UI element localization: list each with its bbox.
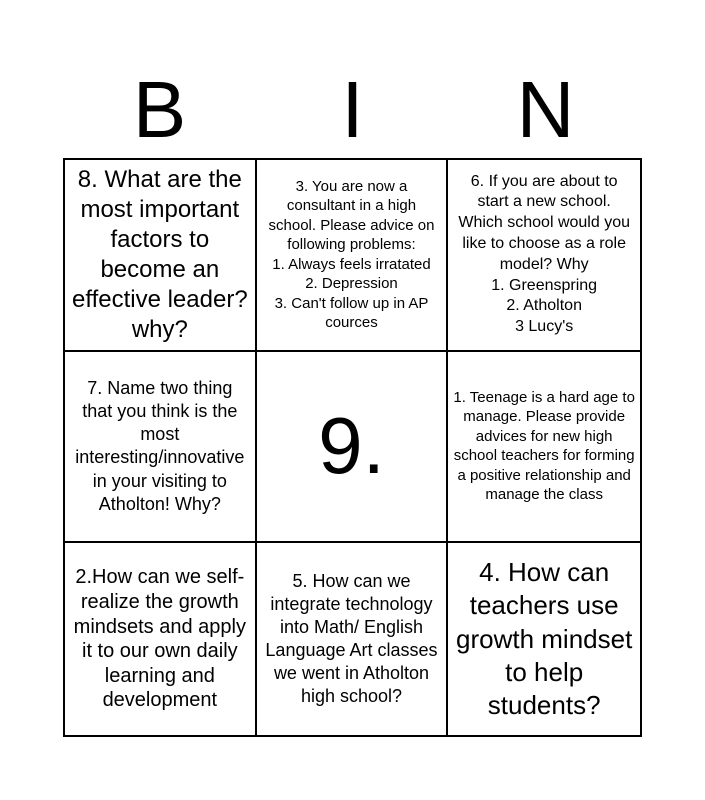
bingo-header (63, 62, 642, 158)
cell-text: 4. How can teachers use growth mindset to help students? (456, 557, 633, 721)
bingo-cell-r2c3[interactable] (448, 352, 640, 544)
bingo-grid (63, 158, 642, 737)
bingo-cell-r2c2-free[interactable] (257, 352, 449, 544)
cell-text: 2.How can we self-realize the growth mindsets and apply it to our own daily learning and development (73, 566, 246, 712)
header-letter-i: I (341, 65, 364, 154)
bingo-cell-r1c1[interactable] (65, 160, 257, 352)
cell-text: 8. What are the most important factors to become an effective leader? why? (71, 165, 248, 343)
cell-text: 1. Teenage is a hard age to manage. Please provide advices for new high school teachers for forming a positive relationship and manage the class (453, 388, 635, 504)
bingo-cell-r1c3[interactable] (448, 160, 640, 352)
bingo-cell-r3c2[interactable] (257, 543, 449, 735)
bingo-cell-r3c1[interactable] (65, 543, 257, 735)
cell-text: 9. (318, 401, 385, 491)
header-letter-b: B (132, 65, 187, 154)
cell-text: 7. Name two thing that you think is the most interesting/innovative in your visiting to Atholton! Why? (75, 378, 245, 514)
bingo-cell-r3c3[interactable] (448, 543, 640, 735)
bingo-cell-r2c1[interactable] (65, 352, 257, 544)
cell-text: 6. If you are about to start a new school. Which school would you like to choose as a role model? Why 1. Greenspring 2. Atholton 3 Lucy's (458, 172, 630, 336)
bingo-cell-r1c2[interactable] (257, 160, 449, 352)
cell-text: 5. How can we integrate technology into Math/ English Language Art classes we went in Atholton high school? (265, 571, 438, 707)
header-letter-n: N (516, 65, 575, 154)
cell-text: 3. You are now a consultant in a high school. Please advice on following problems: 1. Always feels irratated 2. Depression 3. Can't follow up in AP cources (268, 177, 435, 332)
